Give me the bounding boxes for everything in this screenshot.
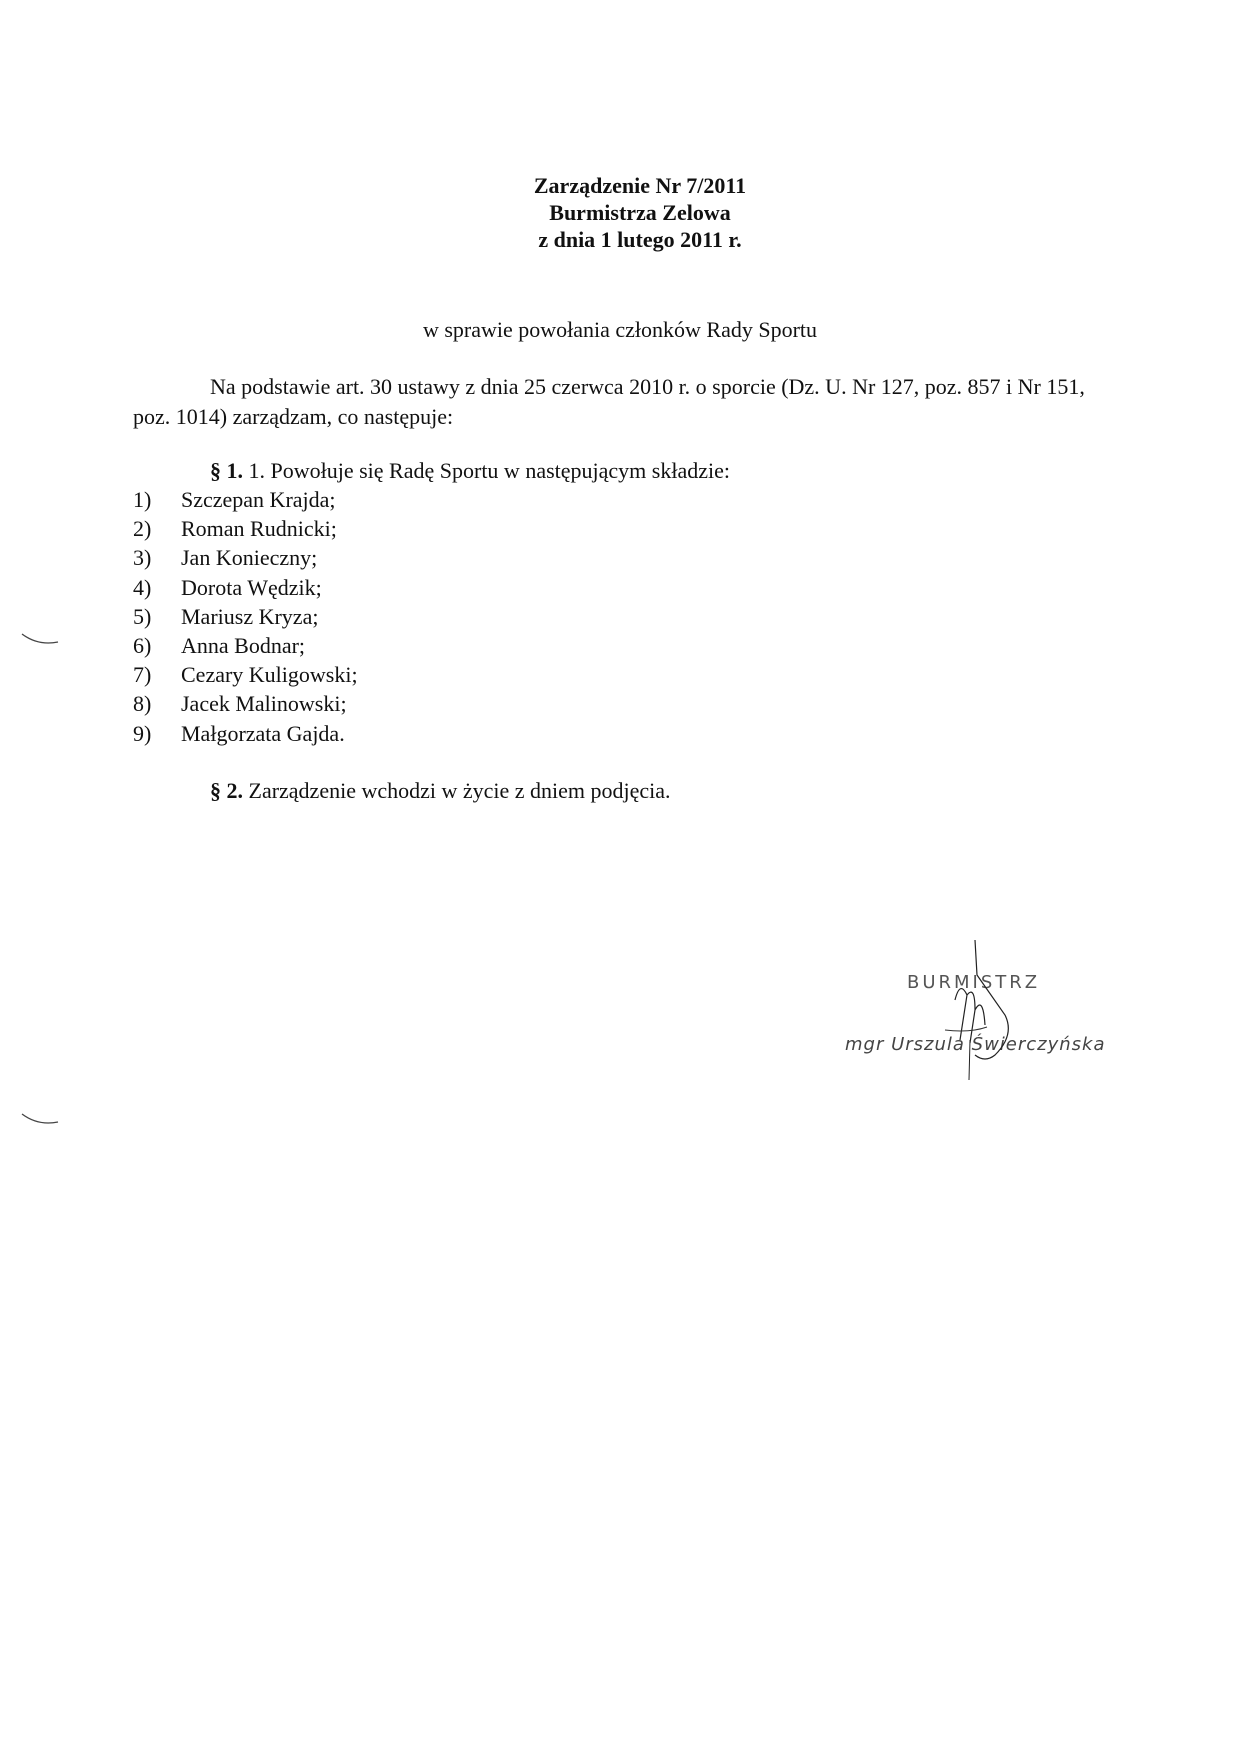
handwritten-signature [915, 935, 1035, 1085]
item-number: 2) [133, 516, 152, 542]
member-name: Jan Konieczny; [181, 545, 318, 571]
scan-mark [20, 632, 60, 646]
member-name: Dorota Wędzik; [181, 574, 322, 600]
section-1-text: 1. Powołuje się Radę Sportu w następującym składzie: [243, 458, 730, 483]
item-number: 7) [133, 662, 152, 688]
member-name: Cezary Kuligowski; [181, 662, 358, 688]
document-title: Zarządzenie Nr 7/2011 [533, 173, 747, 198]
list-item [133, 573, 358, 602]
section-2-text: Zarządzenie wchodzi w życie z dniem podjęcia. [243, 778, 671, 803]
document-issuer: Burmistrza Zelowa [549, 200, 731, 225]
item-number: 1) [133, 487, 152, 512]
list-item [133, 543, 358, 572]
list-item [133, 689, 358, 718]
stamp-name: mgr Urszula Świerczyńska [845, 1034, 1106, 1055]
list-item [133, 660, 358, 689]
scan-mark [20, 1112, 60, 1126]
member-name: Roman Rudnicki; [181, 516, 337, 542]
section-1-mark: § 1. [210, 458, 243, 483]
document-subject: w sprawie powołania członków Rady Sportu [422, 317, 818, 342]
members-list [133, 485, 358, 748]
legal-basis-paragraph: Na podstawie art. 30 ustawy z dnia 25 czerwca 2010 r. o sporcie (Dz. U. Nr 127, poz. 857 i Nr 151, poz. 1014) zarządzam, co następuje: [133, 374, 1085, 429]
list-item [133, 602, 358, 631]
member-name: Anna Bodnar; [181, 633, 306, 659]
section-2-mark: § 2. [210, 778, 243, 803]
item-number: 6) [133, 633, 152, 659]
section-1 [210, 456, 730, 485]
list-item [133, 631, 358, 660]
stamp-title: BURMISTRZ [907, 972, 1041, 993]
item-number: 8) [133, 691, 152, 717]
member-name: Szczepan Krajda; [181, 487, 336, 512]
document-date: z dnia 1 lutego 2011 r. [538, 227, 742, 252]
item-number: 3) [133, 545, 152, 571]
item-number: 4) [133, 574, 152, 600]
section-2 [210, 776, 671, 805]
member-name: Jacek Malinowski; [181, 691, 347, 717]
list-item [133, 719, 358, 748]
item-number: 5) [133, 603, 152, 629]
member-name: Małgorzata Gajda. [181, 720, 345, 746]
member-name: Mariusz Kryza; [181, 603, 319, 629]
list-item [133, 485, 358, 514]
item-number: 9) [133, 720, 152, 746]
list-item [133, 514, 358, 543]
